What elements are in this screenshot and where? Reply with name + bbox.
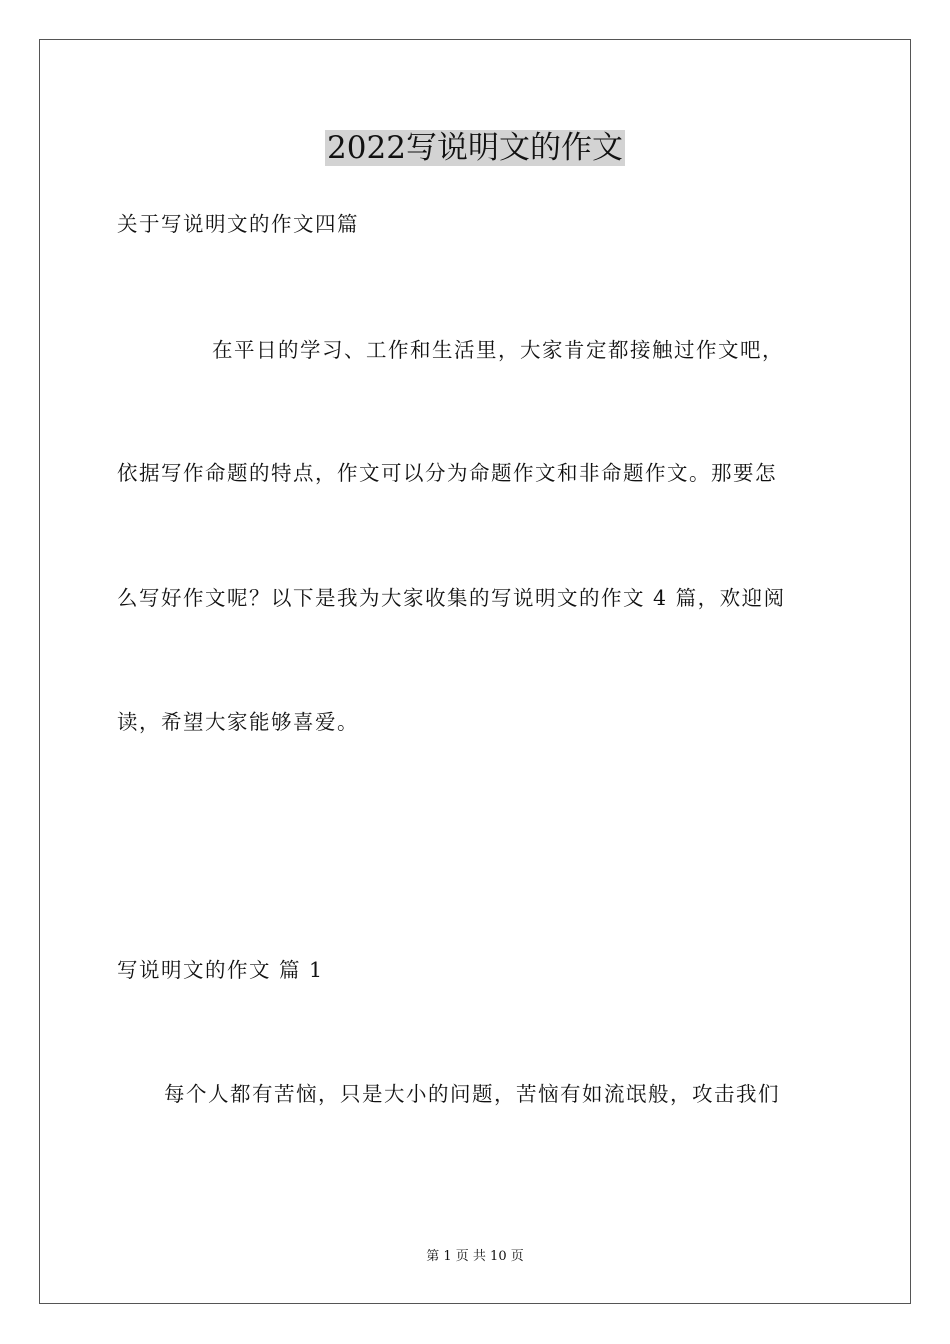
intro-line-4: 读，希望大家能够喜爱。 [117, 710, 359, 734]
intro-line-3: 么写好作文呢？以下是我为大家收集的写说明文的作文 4 篇，欢迎阅 [117, 586, 786, 610]
document-title [0, 128, 950, 168]
intro-line-1: 在平日的学习、工作和生活里，大家肯定都接触过作文吧， [212, 338, 784, 362]
page-footer: 第 1 页 共 10 页 [426, 1249, 524, 1264]
section-first-line: 每个人都有苦恼，只是大小的问题，苦恼有如流氓般，攻击我们 [164, 1082, 780, 1106]
intro-line-2: 依据写作命题的特点，作文可以分为命题作文和非命题作文。那要怎 [117, 461, 777, 485]
document-title-text: 2022写说明文的作文 [327, 130, 623, 166]
section-heading: 写说明文的作文 篇 1 [117, 958, 324, 982]
document-subtitle: 关于写说明文的作文四篇 [117, 212, 359, 236]
